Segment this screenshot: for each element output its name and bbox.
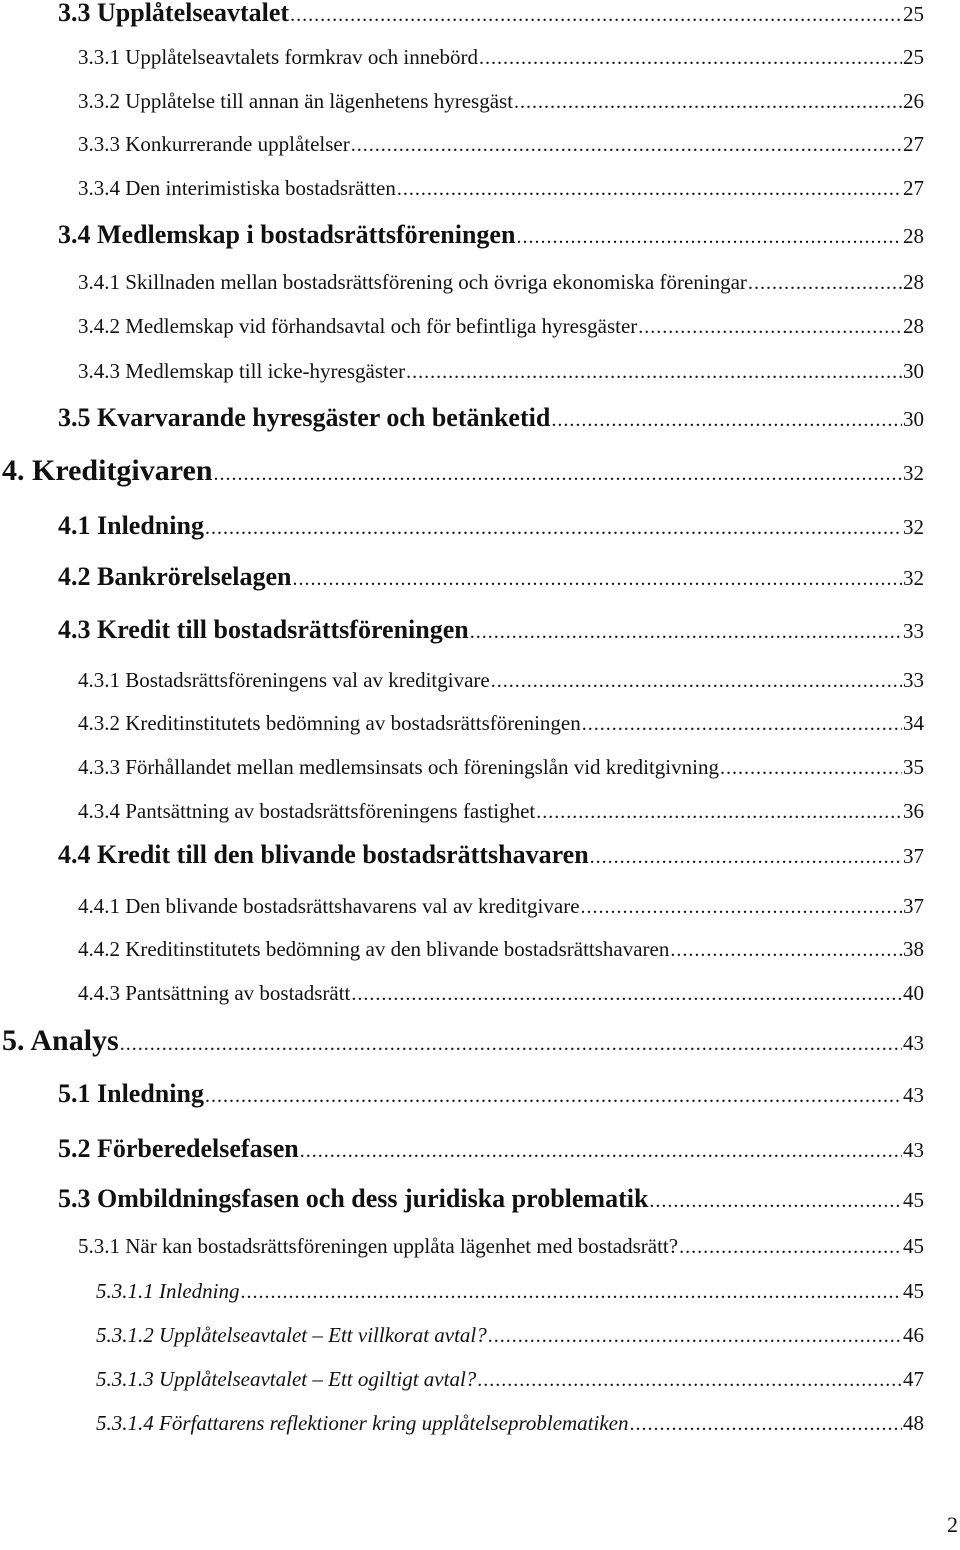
toc-dot-leader	[630, 1414, 903, 1434]
toc-entry[interactable]	[96, 1369, 924, 1390]
toc-entry[interactable]	[2, 1026, 924, 1056]
toc-entry-page: 37	[903, 894, 924, 918]
toc-entry[interactable]	[78, 713, 924, 734]
toc-entry-page: 36	[903, 799, 924, 823]
toc-entry[interactable]	[78, 757, 924, 778]
toc-dot-leader	[300, 1141, 902, 1161]
toc-dot-leader	[290, 5, 902, 25]
toc-entry-page: 45	[903, 1234, 924, 1258]
toc-dot-leader	[581, 897, 902, 917]
toc-entry-title: 5.3.1.3 Upplåtelseavtalet – Ett ogiltigt avtal?	[96, 1367, 477, 1391]
toc-entry[interactable]	[58, 513, 924, 539]
toc-dot-leader	[551, 410, 902, 430]
toc-entry-page: 48	[903, 1411, 924, 1435]
toc-entry-title: 3.4.2 Medlemskap vid förhandsavtal och för befintliga hyresgäster	[78, 314, 638, 338]
toc-entry-title: 4.1 Inledning	[58, 511, 204, 540]
toc-dot-leader	[748, 273, 902, 293]
toc-entry-page: 33	[903, 619, 924, 643]
toc-entry-page: 32	[903, 515, 924, 539]
toc-entry[interactable]	[78, 178, 924, 199]
toc-entry-page: 32	[903, 566, 924, 590]
toc-entry[interactable]	[78, 134, 924, 155]
toc-dot-leader	[649, 1191, 902, 1211]
toc-entry-title: 5. Analys	[2, 1024, 119, 1057]
toc-entry-page: 34	[903, 711, 924, 735]
toc-entry[interactable]	[78, 801, 924, 822]
toc-entry-page: 47	[903, 1367, 924, 1391]
toc-entry-page: 28	[903, 314, 924, 338]
toc-entry[interactable]	[58, 405, 924, 431]
toc-dot-leader	[514, 92, 902, 112]
toc-entry-title: 5.3.1.1 Inledning	[96, 1279, 240, 1303]
toc-dot-leader	[351, 135, 902, 155]
toc-entry[interactable]	[78, 896, 924, 917]
toc-entry-title: 4.4.1 Den blivande bostadsrättshavarens val av kreditgivare	[78, 894, 580, 918]
toc-entry-title: 3.4.1 Skillnaden mellan bostadsrättsförening och övriga ekonomiska föreningar	[78, 270, 747, 294]
toc-entry-title: 3.4.3 Medlemskap till icke-hyresgäster	[78, 359, 406, 383]
toc-dot-leader	[720, 758, 902, 778]
toc-entry-page: 30	[903, 407, 924, 431]
toc-entry-title: 4.3.2 Kreditinstitutets bedömning av bostadsrättsföreningen	[78, 711, 581, 735]
page-number: 2	[947, 1512, 958, 1537]
toc-entry-page: 28	[903, 270, 924, 294]
toc-entry-page: 46	[903, 1323, 924, 1347]
toc-entry-title: 4.3 Kredit till bostadsrättsföreningen	[58, 615, 469, 644]
toc-entry-title: 5.2 Förberedelsefasen	[58, 1134, 299, 1163]
toc-dot-leader	[351, 984, 902, 1004]
toc-entry-page: 35	[903, 755, 924, 779]
toc-dot-leader	[638, 317, 902, 337]
toc-entry-page: 43	[903, 1031, 924, 1055]
toc-entry-page: 37	[903, 844, 924, 868]
toc-entry-page: 32	[903, 461, 924, 485]
toc-dot-leader	[516, 227, 902, 247]
toc-entry-title: 3.4 Medlemskap i bostadsrättsföreningen	[58, 220, 516, 249]
toc-dot-leader	[214, 464, 902, 484]
toc-entry[interactable]	[58, 617, 924, 643]
toc-entry[interactable]	[2, 456, 924, 486]
toc-entry-title: 4.3.1 Bostadsrättsföreningens val av kreditgivare	[78, 668, 490, 692]
toc-entry[interactable]	[96, 1281, 924, 1302]
toc-dot-leader	[240, 1282, 902, 1302]
toc-entry-page: 45	[903, 1279, 924, 1303]
toc-entry[interactable]	[78, 1236, 924, 1257]
toc-entry-page: 25	[903, 45, 924, 69]
toc-entry-title: 3.3.2 Upplåtelse till annan än lägenhetens hyresgäst	[78, 89, 514, 113]
toc-entry[interactable]	[78, 361, 924, 382]
toc-entry-page: 28	[903, 224, 924, 248]
toc-entry-page: 30	[903, 359, 924, 383]
toc-entry[interactable]	[96, 1325, 924, 1346]
toc-entry-title: 5.3.1 När kan bostadsrättsföreningen upplåta lägenhet med bostadsrätt?	[78, 1234, 679, 1258]
toc-dot-leader	[491, 671, 902, 691]
toc-entry-page: 26	[903, 89, 924, 113]
toc-entry-page: 27	[903, 132, 924, 156]
toc-entry-page: 38	[903, 937, 924, 961]
toc-dot-leader	[205, 518, 902, 538]
toc-dot-leader	[679, 1237, 902, 1257]
toc-dot-leader	[120, 1034, 902, 1054]
toc-entry-title: 5.3.1.4 Författarens reflektioner kring upplåtelseproblematiken	[96, 1411, 629, 1435]
toc-dot-leader	[582, 714, 902, 734]
toc-entry-page: 45	[903, 1188, 924, 1212]
toc-entry[interactable]	[78, 272, 924, 293]
toc-dot-leader	[470, 622, 902, 642]
toc-entry-page: 27	[903, 176, 924, 200]
toc-entry-title: 5.3 Ombildningsfasen och dess juridiska problematik	[58, 1184, 649, 1213]
toc-entry-title: 4.3.3 Förhållandet mellan medlemsinsats och föreningslån vid kreditgivning	[78, 755, 719, 779]
toc-entry[interactable]	[58, 842, 924, 868]
toc-dot-leader	[488, 1326, 902, 1346]
toc-entry-page: 25	[903, 2, 924, 26]
toc-entry[interactable]	[78, 939, 924, 960]
toc-entry-page: 43	[903, 1083, 924, 1107]
toc-entry-title: 3.3.1 Upplåtelseavtalets formkrav och innebörd	[78, 45, 479, 69]
toc-entry[interactable]	[78, 91, 924, 112]
toc-entry-page: 40	[903, 981, 924, 1005]
toc-entry-title: 5.3.1.2 Upplåtelseavtalet – Ett villkorat avtal?	[96, 1323, 487, 1347]
toc-entry-title: 4.4 Kredit till den blivande bostadsrättshavaren	[58, 840, 589, 869]
toc-entry-title: 4.3.4 Pantsättning av bostadsrättsföreningens fastighet	[78, 799, 536, 823]
toc-entry[interactable]	[96, 1413, 924, 1434]
toc-entry[interactable]	[58, 0, 924, 26]
toc-entry-title: 3.3.3 Konkurrerande upplåtelser	[78, 132, 350, 156]
toc-entry-title: 3.3 Upplåtelseavtalet	[58, 0, 290, 27]
toc-entry[interactable]	[78, 670, 924, 691]
toc-dot-leader	[590, 847, 902, 867]
toc-entry-page: 33	[903, 668, 924, 692]
toc-dot-leader	[205, 1086, 902, 1106]
toc-entry[interactable]	[58, 222, 924, 248]
toc-dot-leader	[670, 940, 902, 960]
toc-entry[interactable]	[78, 983, 924, 1004]
toc-dot-leader	[479, 48, 902, 68]
toc-entry[interactable]	[58, 1081, 924, 1107]
toc-entry-title: 4. Kreditgivaren	[2, 454, 213, 487]
toc-entry-page: 43	[903, 1138, 924, 1162]
toc-dot-leader	[397, 179, 902, 199]
toc-entry-title: 4.4.3 Pantsättning av bostadsrätt	[78, 981, 351, 1005]
toc-entry-title: 3.3.4 Den interimistiska bostadsrätten	[78, 176, 396, 200]
toc-entry-title: 4.4.2 Kreditinstitutets bedömning av den blivande bostadsrättshavaren	[78, 937, 670, 961]
toc-entry[interactable]	[58, 1186, 924, 1212]
toc-entry-title: 3.5 Kvarvarande hyresgäster och betänketid	[58, 403, 551, 432]
toc-dot-leader	[477, 1370, 902, 1390]
toc-entry[interactable]	[58, 1136, 924, 1162]
toc-entry[interactable]	[58, 564, 924, 590]
toc-entry-title: 5.1 Inledning	[58, 1079, 204, 1108]
toc-entry[interactable]	[78, 47, 924, 68]
toc-dot-leader	[293, 569, 902, 589]
toc-dot-leader	[406, 362, 902, 382]
toc-entry-title: 4.2 Bankrörelselagen	[58, 562, 292, 591]
toc-dot-leader	[536, 802, 902, 822]
toc-entry[interactable]	[78, 316, 924, 337]
